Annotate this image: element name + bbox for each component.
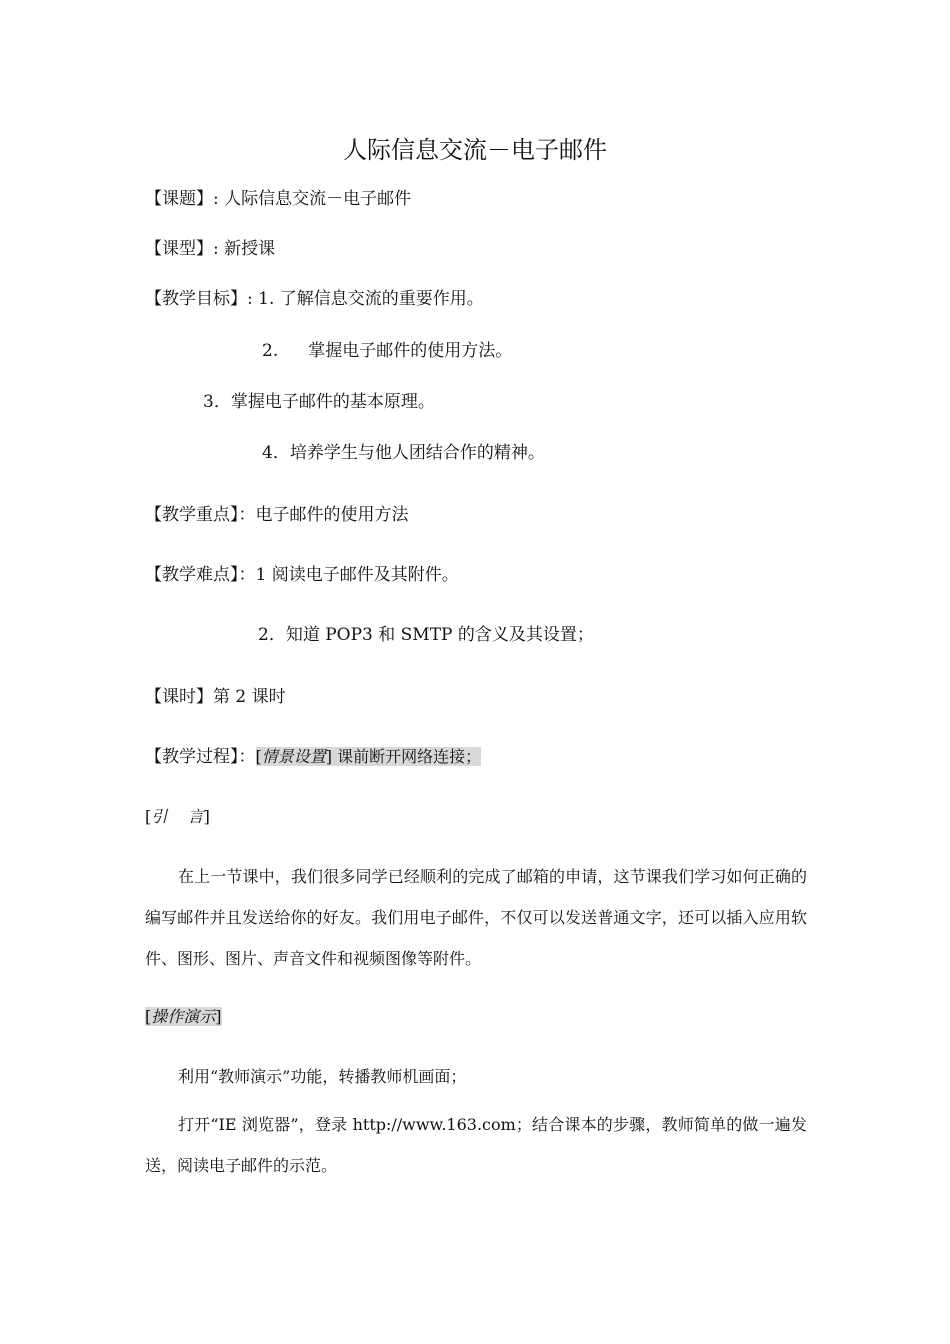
intro-heading: [145, 806, 210, 828]
process-text: 课前断开网络连接；: [332, 747, 482, 766]
process-scene-highlight: [256, 747, 482, 766]
goals-line: [145, 288, 484, 310]
intro-bracket-open: [: [145, 807, 152, 826]
demo-paragraph-2: 打开“IE 浏览器”，登录 http://www.163.com；结合课本的步骤，教师简单的做一遍发送，阅读电子邮件的示范。: [145, 1115, 807, 1175]
demo-bracket-open: [: [145, 1007, 152, 1026]
intro-label: 引 言: [151, 807, 204, 826]
key-point-value: ：电子邮件的使用方法: [238, 505, 409, 525]
lesson-type-value: : 新授课: [213, 239, 276, 259]
demo-heading: [145, 1006, 222, 1028]
goal-4: 4．培养学生与他人团结合作的精神。: [262, 443, 545, 463]
class-hours-value: 第 2 课时: [213, 687, 286, 707]
goal-2: [262, 340, 512, 362]
intro-paragraph: 在上一节课中，我们很多同学已经顺利的完成了邮箱的申请，这节课我们学习如何正确的编写邮件并且发送给你的好友。我们用电子邮件，不仅可以发送普通文字，还可以插入应用软件、图形、图片、声音文件和视频图像等附件。: [145, 867, 807, 968]
goal-3: 3．掌握电子邮件的基本原理。: [203, 392, 435, 412]
goal-2-text: 掌握电子邮件的使用方法。: [308, 341, 513, 361]
process-bracket-open: [: [255, 747, 262, 766]
goal-1: : 1. 了解信息交流的重要作用。: [247, 289, 484, 309]
subject-label: 【课题】: [145, 189, 213, 209]
difficulty-line: [145, 564, 459, 586]
process-colon: ：: [238, 747, 256, 767]
class-hours-line: [145, 686, 286, 708]
demo-heading-highlight: [145, 1007, 222, 1026]
process-label: 【教学过程】: [145, 747, 239, 767]
goals-label: 【教学目标】: [145, 289, 247, 309]
lesson-type-line: [145, 238, 275, 260]
demo-paragraph-1: 利用“教师演示”功能，转播教师机画面；: [178, 1067, 467, 1086]
process-bracket-close: ]: [325, 747, 333, 766]
process-line: [145, 746, 481, 768]
subject-value: : 人际信息交流－电子邮件: [213, 189, 412, 209]
class-hours-label: 【课时】: [145, 687, 213, 707]
key-point-line: [145, 504, 409, 526]
page-title: 人际信息交流－电子邮件: [343, 136, 607, 164]
lesson-type-label: 【课型】: [145, 239, 213, 259]
intro-bracket-close: ]: [203, 807, 210, 826]
difficulty-2: 2．知道 POP3 和 SMTP 的含义及其设置；: [258, 625, 594, 645]
subject-line: [145, 188, 411, 210]
key-point-label: 【教学重点】: [145, 505, 239, 525]
demo-bracket-close: ]: [215, 1007, 222, 1026]
process-scene: 情景设置: [261, 747, 326, 766]
demo-label: 操作演示: [151, 1007, 216, 1026]
difficulty-1: ：1 阅读电子邮件及其附件。: [238, 565, 459, 585]
goal-2-number: 2.: [262, 341, 279, 361]
difficulty-label: 【教学难点】: [145, 565, 239, 585]
